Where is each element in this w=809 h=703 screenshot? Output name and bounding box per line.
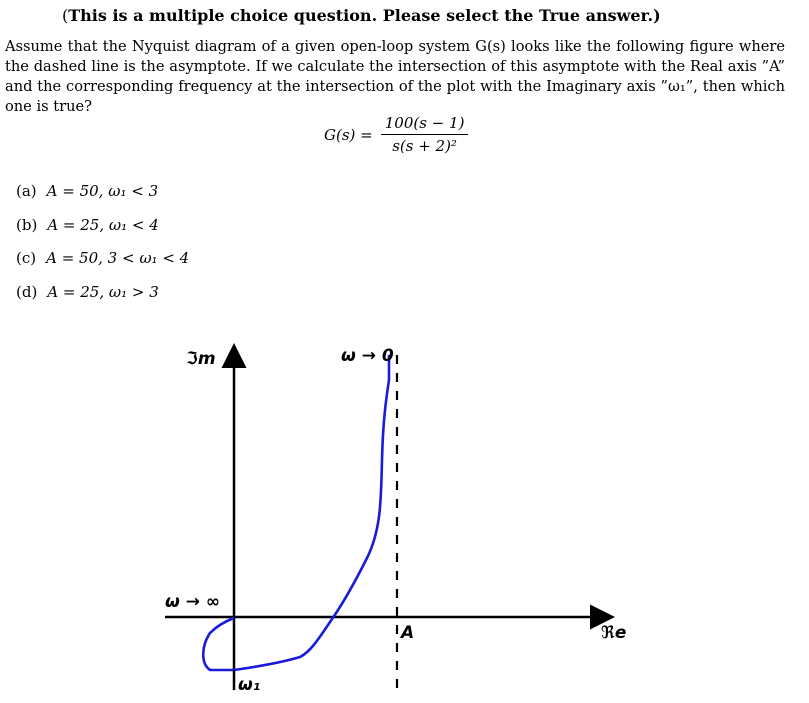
omega-zero-label: ω → 0 xyxy=(341,346,394,366)
omega1-label: ω₁ xyxy=(238,675,261,695)
option-label: (b) xyxy=(16,215,38,234)
omega-infinity-label: ω → ∞ xyxy=(165,592,221,612)
option-label: (a) xyxy=(16,182,37,200)
question-paragraph: Assume that the Nyquist diagram of a given open-loop system G(s) looks like the following figure where the dashed line is the asymptote. If we calculate the intersection of this asymptote with the Real axis ”A” and the corresponding frequency at the intersection of the plot with the Imaginary axis ”ω₁”, then which one is true? xyxy=(5,38,785,115)
option-text: A = 50, 3 < ω₁ < 4 xyxy=(46,249,190,267)
heading-text: This is a multiple choice question. Please select the True answer.) xyxy=(68,6,661,25)
heading-paren: ( xyxy=(62,6,69,25)
formula-lhs: G(s) = xyxy=(324,125,373,144)
option-label: (c) xyxy=(16,249,37,267)
formula-numerator: 100(s − 1) xyxy=(381,114,469,135)
option-label: (d) xyxy=(16,282,38,301)
nyquist-curve xyxy=(203,355,389,670)
imaginary-axis-label: ℑm xyxy=(186,349,216,369)
asymptote-a-label: A xyxy=(401,623,415,643)
real-axis-label: ℜe xyxy=(601,623,627,643)
option-text: A = 50, ω₁ < 3 xyxy=(46,182,159,200)
option-text: A = 25, ω₁ < 4 xyxy=(47,215,159,234)
formula-denominator: s(s + 2)² xyxy=(392,137,457,155)
option-text: A = 25, ω₁ > 3 xyxy=(47,282,159,301)
